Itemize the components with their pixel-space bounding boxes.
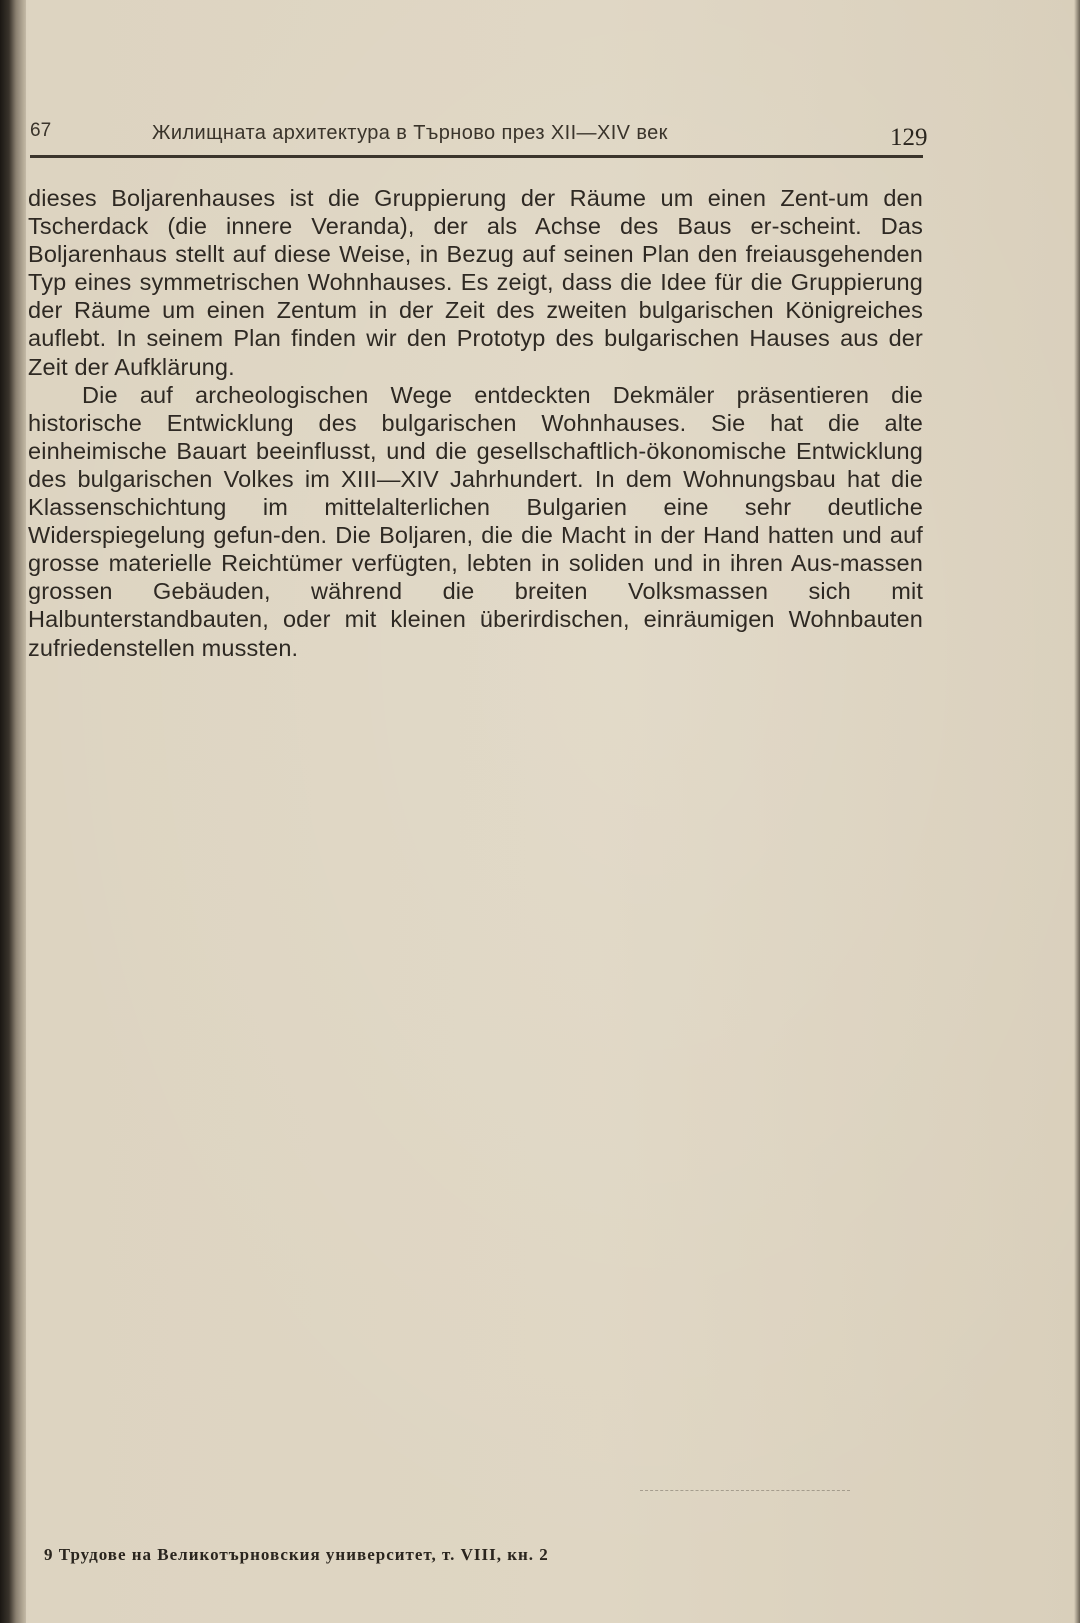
paragraph-2: Die auf archeologischen Wege entdeckten Dekmäler präsentieren die historische Entwicklung des bulgarischen Wohnhauses. Sie hat die alte einheimische Bauart beeinflusst, und die gesellschaftlich-ökonomische Entwicklung des bulgarischen Volkes im XIII—XIV Jahrhundert. In dem Wohnungsbau hat die Klassenschichtung im mittelalterlichen Bulgarien eine sehr deutliche Widerspiegelung gefun-den. Die Boljaren, die die Macht in der Hand hatten und auf grosse materielle Reichtümer verfügten, lebten in soliden und in ihren Aus-massen grossen Gebäuden, während die breiten Volksmassen sich mit Halbunterstandbauten, oder mit kleinen überirdischen, einräumigen Wohnbauten zufriedenstellen mussten.	[28, 381, 923, 661]
paragraph-1: dieses Boljarenhauses ist die Gruppierung der Räume um einen Zent-um den Tscherdack (die innere Veranda), der als Achse des Baus er-scheint. Das Boljarenhaus stellt auf diese Weise, in Bezug auf seinen Plan den freiausgehenden Typ eines symmetrischen Wohnhauses. Es zeigt, dass die Idee für die Gruppierung der Räume um einen Zentum in der Zeit des zweiten bulgarischen Königreiches auflebt. In seinem Plan finden wir den Prototyp des bulgarischen Hauses aus der Zeit der Aufklärung.	[28, 185, 923, 380]
header-left-number: 67	[30, 120, 52, 141]
scan-artifact-marks	[640, 1490, 850, 1493]
footer-signature-line: 9 Трудове на Великотърновския университет, т. VIII, кн. 2	[44, 1545, 549, 1564]
header-title: Жилищната архитектура в Търново през XII—XIV век	[152, 122, 668, 144]
page-number: 129	[890, 124, 928, 151]
page-edge-shadow	[1074, 0, 1080, 1623]
running-header	[30, 118, 930, 158]
body-text	[28, 184, 923, 662]
header-rule	[30, 155, 923, 158]
book-binding-shadow	[0, 0, 26, 1623]
